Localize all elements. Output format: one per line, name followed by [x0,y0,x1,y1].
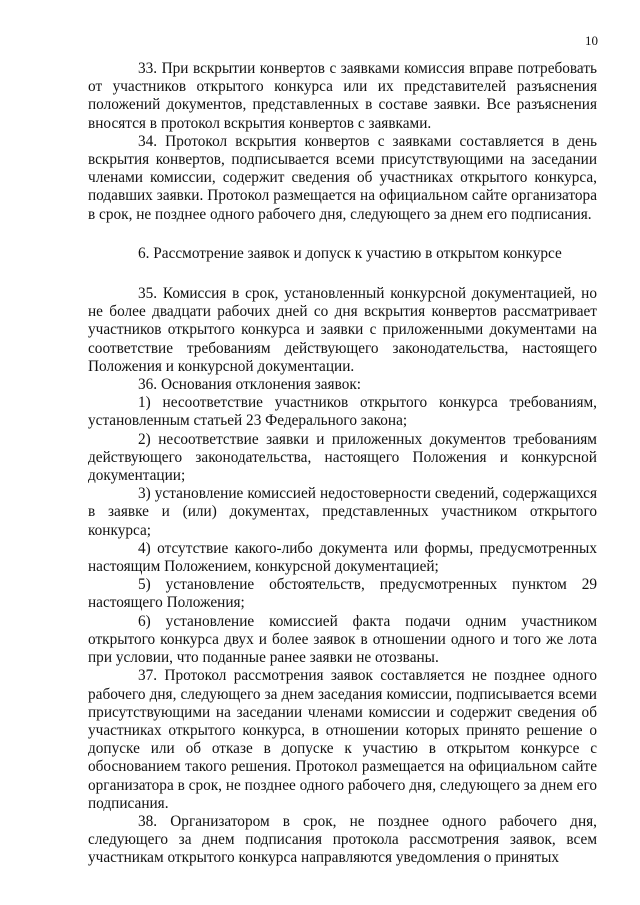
paragraph-36: 36. Основания отклонения заявок: [138,376,362,394]
section-heading: 6. Рассмотрение заявок и допуск к участию в открытом конкурсе [138,244,562,262]
list-item-5: 5) установление обстоятельств, предусмотренных пунктом 29 настоящего Положения; [88,576,597,612]
paragraph-37: 37. Протокол рассмотрения заявок составляется не позднее одного рабочего дня, следующего за днем заседания комиссии, подписывается всеми присутствующими на заседании членами комиссии и содержит сведения об участниках открытого конкурса, в отношении которых принято решение о допуске или об отказе в допуске к участию в открытом конкурсе с обоснованием такого решения. Протокол размещается на официальном сайте организатора в срок, не позднее одного рабочего дня, следующего за днем его подписания. [88,667,597,812]
document-body [88,60,597,868]
list-item-1: 1) несоответствие участников открытого конкурса требованиям, установленным статьей 23 Федерального закона; [88,394,597,430]
list-item-4: 4) отсутствие какого-либо документа или формы, предусмотренных настоящим Положением, конкурсной документацией; [88,539,597,576]
paragraph-38: 38. Организатором в срок, не позднее одного рабочего дня, следующего за днем подписания протокола рассмотрения заявок, всем участникам открытого конкурса направляются уведомления о принятых [88,812,597,867]
paragraph-34: 34. Протокол вскрытия конвертов с заявками составляется в день вскрытия конвертов, подписывается всеми присутствующими на заседании членами комиссии, содержит сведения об участниках открытого конкурса, подавших заявки. Протокол размещается на официальном сайте организатора в срок, не позднее одного рабочего дня, следующего за днем его подписания. [88,132,597,223]
list-item-3: 3) установление комиссией недостоверности сведений, содержащихся в заявке и (или) документах, представленных участником открытого конкурса; [88,485,597,539]
page-number: 10 [585,33,598,48]
paragraph-35: 35. Комиссия в срок, установленный конкурсной документацией, но не более двадцати рабочих дней со дня вскрытия конвертов рассматривает участников открытого конкурса и заявки с приложенными документами на соответствие требованиям действующего законодательства, настоящего Положения и конкурсной документации. [88,285,597,375]
list-item-6: 6) установление комиссией факта подачи одним участником открытого конкурса двух и более заявок в отношении одного и того же лота при условии, что поданные ранее заявки не отозваны. [88,612,597,667]
paragraph-33: 33. При вскрытии конвертов с заявками комиссия вправе потребовать от участников открытого конкурса или их представителей разъяснения положений документов, представленных в составе заявки. Все разъяснения вносятся в протокол вскрытия конвертов с заявками. [88,60,597,132]
list-item-2: 2) несоответствие заявки и приложенных документов требованиям действующего законодательства, настоящего Положения и конкурсной документации; [88,430,597,485]
